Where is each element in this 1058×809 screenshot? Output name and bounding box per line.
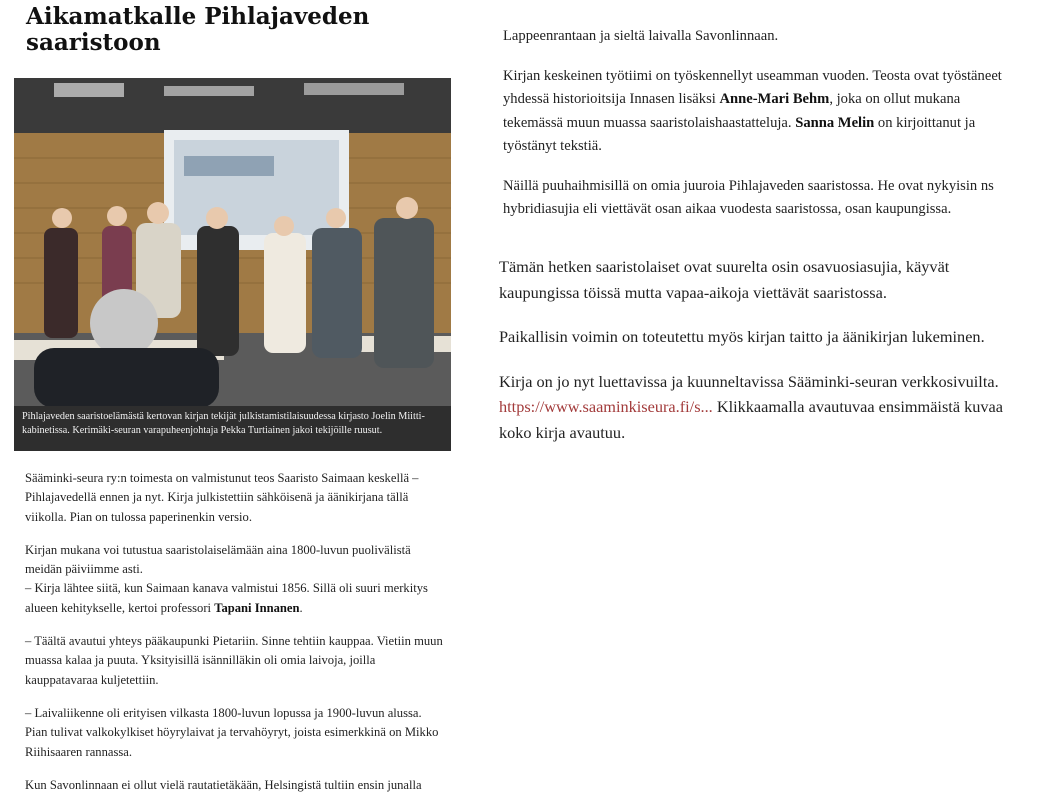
paragraph: Kirja on jo nyt luettavissa ja kuunneltavissa Sääminki-seuran verkkosivuilta. https://www.saaminkiseura.fi/s... Klikkaamalla avautuvaa ensimmäistä kuvaa koko kirja avautuu. bbox=[499, 371, 1003, 442]
person-name: Tapani Innanen bbox=[214, 600, 300, 615]
paragraph: Kirjan mukana voi tutustua saaristolaiselämään aina 1800-luvun puolivälistä meidän päiviimme asti. bbox=[25, 542, 411, 577]
quote-paragraph: – Laivaliikenne oli erityisen vilkasta 1800-luvun lopussa ja 1900-luvun alussa. Pian tulivat valkokylkiset höyrylaivat ja tervahöyryt, joista esimerkkinä on Mikko Riihisaaren rannassa. bbox=[25, 705, 439, 759]
quote-paragraph: – Kirja lähtee siitä, kun Saimaan kanava valmistui 1856. Sillä oli suuri merkitys alueen kehitykselle, kertoi professori Tapani Innanen. bbox=[25, 581, 428, 615]
photo-illustration bbox=[14, 78, 451, 451]
paragraph: Näillä puuhaihmisillä on omia juuroia Pihlajaveden saaristossa. He ovat nykyisin ns hybridiasujia eli viettävät osan aikaa vuodesta saaristossa, osan kaupungissa. bbox=[503, 177, 994, 217]
person-name: Anne-Mari Behm bbox=[719, 91, 830, 107]
website-link[interactable]: https://www.saaminkiseura.fi/s... bbox=[499, 397, 713, 416]
paragraph: Kirjan keskeinen työtiimi on työskennellyt useamman vuoden. Teosta ovat työstäneet yhdessä historioitsija Innasen lisäksi Anne-Mari Behm, joka on ollut mukana tekemässä muun muassa saaristolaishaastatteluja. Sanna Melin on kirjoittanut ja työstänyt tekstiä. bbox=[503, 67, 1002, 154]
paragraph: Tämän hetken saaristolaiset ovat suurelta osin osavuosiasujia, käyvät kaupungissa töissä mutta vapaa-aikoja viettävät saaristossa. bbox=[499, 257, 950, 302]
paragraph: Kun Savonlinnaan ei ollut vielä rautatietäkään, Helsingistä tultiin ensin junalla bbox=[25, 777, 422, 792]
person-name: Sanna Melin bbox=[795, 114, 875, 131]
quote-paragraph: – Täältä avautui yhteys pääkaupunki Pietariin. Sinne tehtiin kauppaa. Vietiin muun muassa kalaa ja puuta. Yksityisillä isännilläkin oli omia laivoja, joilla kauppatavaraa kuljetettiin. bbox=[25, 634, 443, 687]
article-body-left bbox=[25, 469, 445, 809]
paragraph: Lappeenrantaan ja sieltä laivalla Savonlinnaan. bbox=[503, 28, 779, 44]
article-body-right-top bbox=[503, 25, 1023, 238]
article-title: Aikamatkalle Pihlajaveden saaristoon bbox=[26, 3, 370, 56]
paragraph: Paikallisin voimin on toteutettu myös kirjan taitto ja äänikirjan lukeminen. bbox=[499, 327, 985, 346]
article-body-right-bottom bbox=[499, 254, 1029, 464]
paragraph: Sääminki-seura ry:n toimesta on valmistunut teos Saaristo Saimaan keskellä – Pihlajavedellä ennen ja nyt. Kirja julkistettiin sähköisenä ja äänikirjana tällä viikolla. Pian on tulossa paperinenkin versio. bbox=[25, 471, 419, 524]
article-photo[interactable] bbox=[14, 78, 451, 451]
photo-caption: Pihlajaveden saaristoelämästä kertovan kirjan tekijät julkistamistilaisuudessa kirjasto Joelin Miitti-kabinetissa. Kerimäki-seuran varapuheenjohtaja Pekka Turtiainen jakoi tekijöille ruusut. bbox=[14, 406, 451, 451]
